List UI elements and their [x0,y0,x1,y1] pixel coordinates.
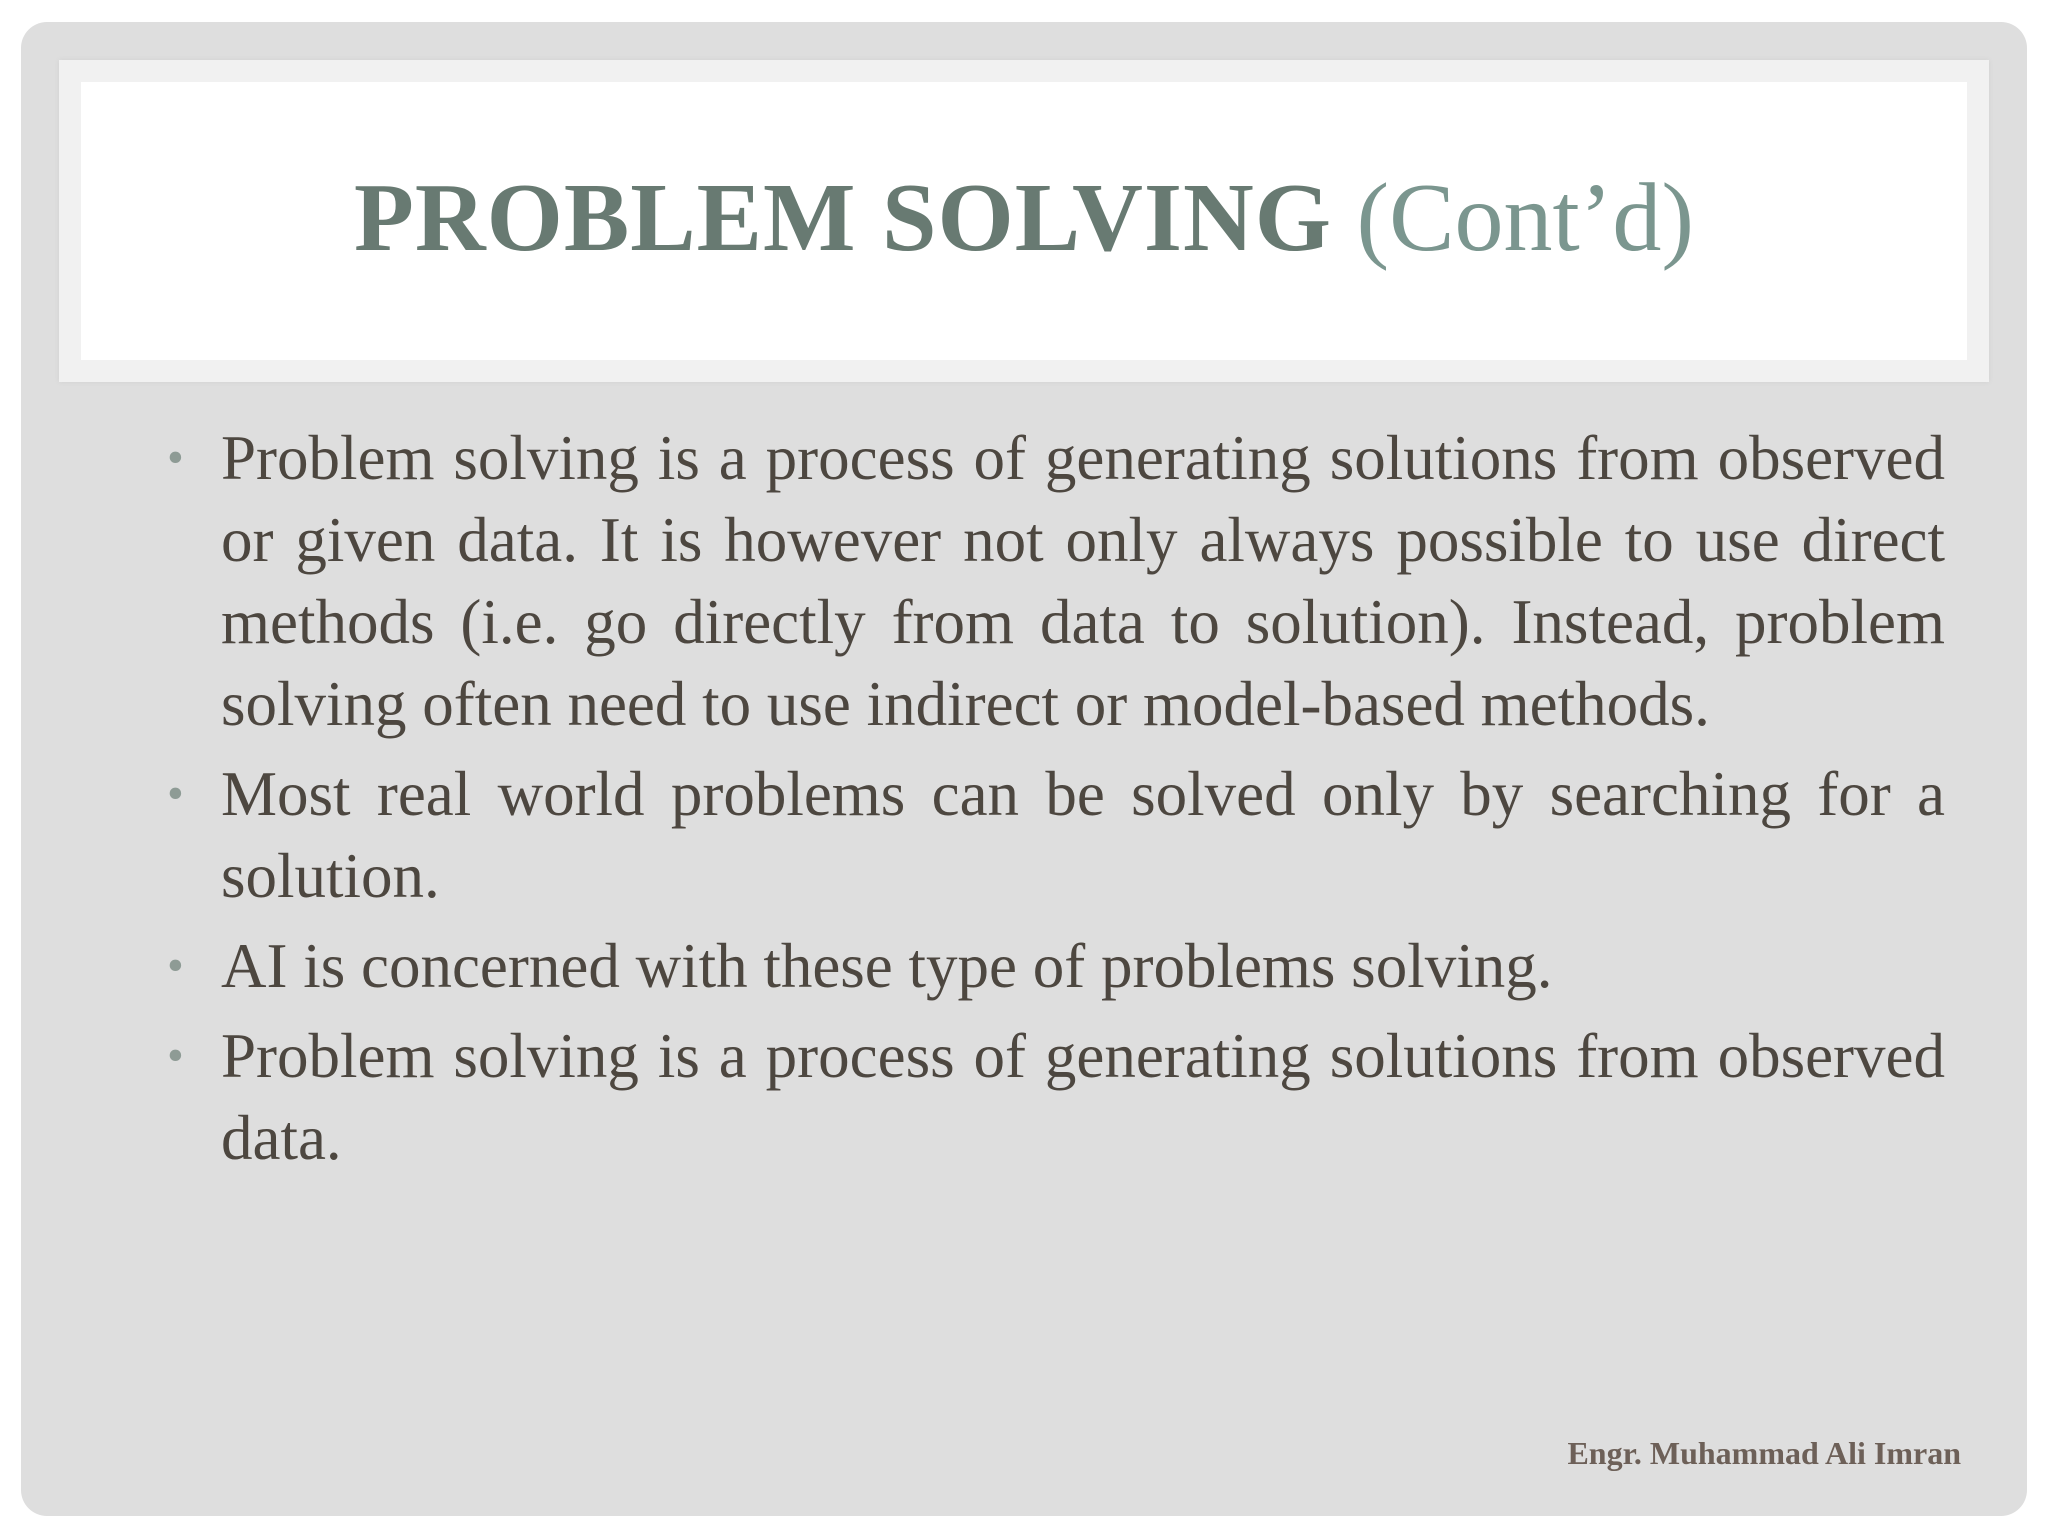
title-box [81,82,1967,360]
bullet-icon: • [167,767,184,820]
bullet-text: Problem solving is a process of generating solutions from observed or given data. It is however not only always possible to use direct methods (i.e. go directly from data to solution). Instead, problem solving often need to use indirect or model-based methods. [221,423,1945,739]
bullet-text: Most real world problems can be solved only by searching for a solution. [221,759,1945,911]
slide-title [354,164,1694,272]
slide [21,22,2027,1516]
author-footer: Engr. Muhammad Ali Imran [1567,1435,1961,1471]
bullet-icon: • [167,1029,184,1082]
bullet-item [147,1015,1945,1179]
bullet-item [147,753,1945,917]
slide-title-suffix: (Cont’d) [1356,164,1694,272]
bullet-text: Problem solving is a process of generating solutions from observed data. [221,1021,1945,1173]
bullet-item [147,925,1945,1007]
bullet-icon: • [167,431,184,484]
title-frame [59,60,1989,382]
bullet-icon: • [167,939,184,992]
bullet-text: AI is concerned with these type of problems solving. [221,931,1553,1001]
bullet-list [147,417,1945,1187]
bullet-item [147,417,1945,745]
slide-title-main: PROBLEM SOLVING [354,164,1332,272]
